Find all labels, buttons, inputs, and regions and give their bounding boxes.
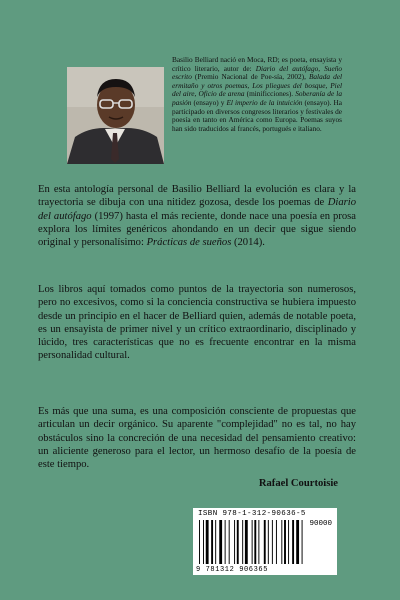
barcode-digits: 9 781312 906365 [196, 566, 269, 574]
author-bio: Basilio Belliard nació en Moca, RD; es poeta, ensayista y crítico literario, autor de: Diario del autófago, Sueño escrito (Premio Nacional de Poe-sía, 2002), Balada del ermitaño y otros poemas, Los pliegues del bosque, Piel del aire, Oficio de arena (minificciones). Soberanía de la pasión (ensayo) y El imperio de la intuición (ensayo). Ha participado en diversos congresos literarios y festivales de poesía en tanto en América como Europa. Poemas suyos han sido traducidos al francés, portugués e italiano. [172, 55, 343, 133]
review-paragraph-3: Es más que una suma, es una composición consciente de propuestas que articulan un decir orgánico. Su aparente "complejidad" no es tal, no hay obstáculos sino la concreción de una necesidad del pensamiento creativo: un aliciente generoso para el lector, un hermoso desafío de la poesía de este tiempo. [38, 406, 356, 471]
isbn-label: ISBN 978-1-312-90636-5 [198, 510, 306, 518]
author-portrait-image [67, 67, 164, 164]
review-signature: Rafael Courtoisie [258, 478, 338, 489]
isbn-barcode [193, 508, 337, 575]
barcode-bars [199, 520, 331, 566]
review-paragraph-1: En esta antología personal de Basilio Belliard la evolución es clara y la trayectoria se dibuja con una nitidez gozosa, desde los poemas de Diario del autófago (1997) hasta el más reciente, donde nace una poesía en prosa explora los límites genéricos ahondando en un decir que sigue siendo original y personalísimo: Prácticas de sueños (2014). [38, 184, 356, 249]
author-photo [67, 67, 164, 164]
price-code: 90000 [309, 520, 332, 528]
review-paragraph-2: Los libros aquí tomados como puntos de la trayectoria son numerosos, pero no excesivos, como si la conciencia constructiva se hubiera impuesto desde un principio en el hacer de Belliard quien, además de notable poeta, es un ensayista de primer nivel y un crítico extraordinario, disciplinado y lúcido, tres características que no es frecuente encontrar en la misma personalidad cultural. [38, 284, 356, 362]
